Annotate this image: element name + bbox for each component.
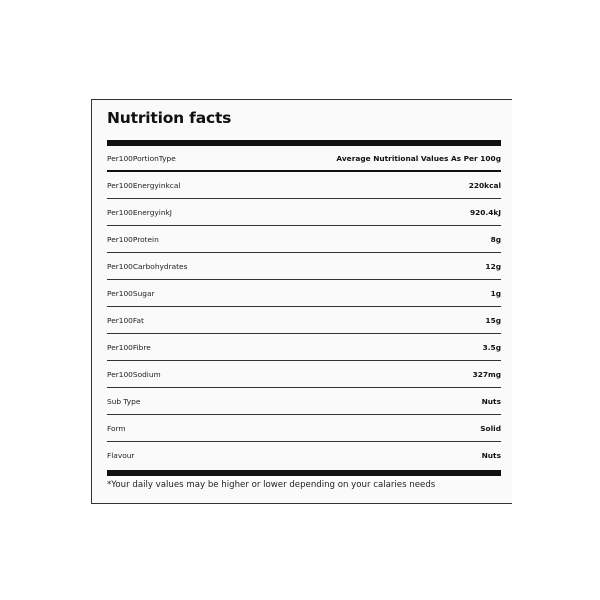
row-value: Nuts <box>481 451 501 460</box>
panel-title: Nutrition facts <box>107 109 232 127</box>
row-value: 1g <box>490 288 501 298</box>
table-row-energy-kj <box>107 199 501 226</box>
row-label: Per100Energyinkcal <box>107 180 181 190</box>
row-value: Nuts <box>481 396 501 406</box>
row-value: 327mg <box>472 369 501 379</box>
row-label: Per100Sugar <box>107 288 155 298</box>
nutrition-facts-panel <box>91 99 512 504</box>
table-row-fat <box>107 307 501 334</box>
row-value: 3.5g <box>482 342 501 352</box>
nutrition-table <box>107 146 501 469</box>
row-label: Form <box>107 423 126 433</box>
table-row-portion-type <box>107 146 501 172</box>
row-label: Per100EnergyinkJ <box>107 207 172 217</box>
row-label: Flavour <box>107 451 135 460</box>
row-value: 920.4kJ <box>469 207 501 217</box>
footnote: *Your daily values may be higher or lower depending on your calaries needs <box>107 480 436 490</box>
row-label: Per100Fat <box>107 315 144 325</box>
table-row-protein <box>107 226 501 253</box>
table-row-energy-kcal <box>107 172 501 199</box>
table-row-sugar <box>107 280 501 307</box>
row-label: Per100Fibre <box>107 342 151 352</box>
row-value: Solid <box>480 423 501 433</box>
row-label: Per100Carbohydrates <box>107 261 188 271</box>
row-label: Per100Protein <box>107 234 159 244</box>
table-row-sodium <box>107 361 501 388</box>
row-label: Per100PortionType <box>107 153 176 163</box>
row-value: Average Nutritional Values As Per 100g <box>336 153 501 163</box>
row-value: 8g <box>490 234 501 244</box>
table-row-carbohydrates <box>107 253 501 280</box>
row-label: Per100Sodium <box>107 369 161 379</box>
row-value: 15g <box>485 315 501 325</box>
table-row-fibre <box>107 334 501 361</box>
table-row-flavour <box>107 442 501 469</box>
table-row-form <box>107 415 501 442</box>
bottom-divider <box>107 470 501 476</box>
row-label: Sub Type <box>107 396 141 406</box>
row-value: 12g <box>485 261 501 271</box>
table-row-sub-type <box>107 388 501 415</box>
row-value: 220kcal <box>468 180 501 190</box>
